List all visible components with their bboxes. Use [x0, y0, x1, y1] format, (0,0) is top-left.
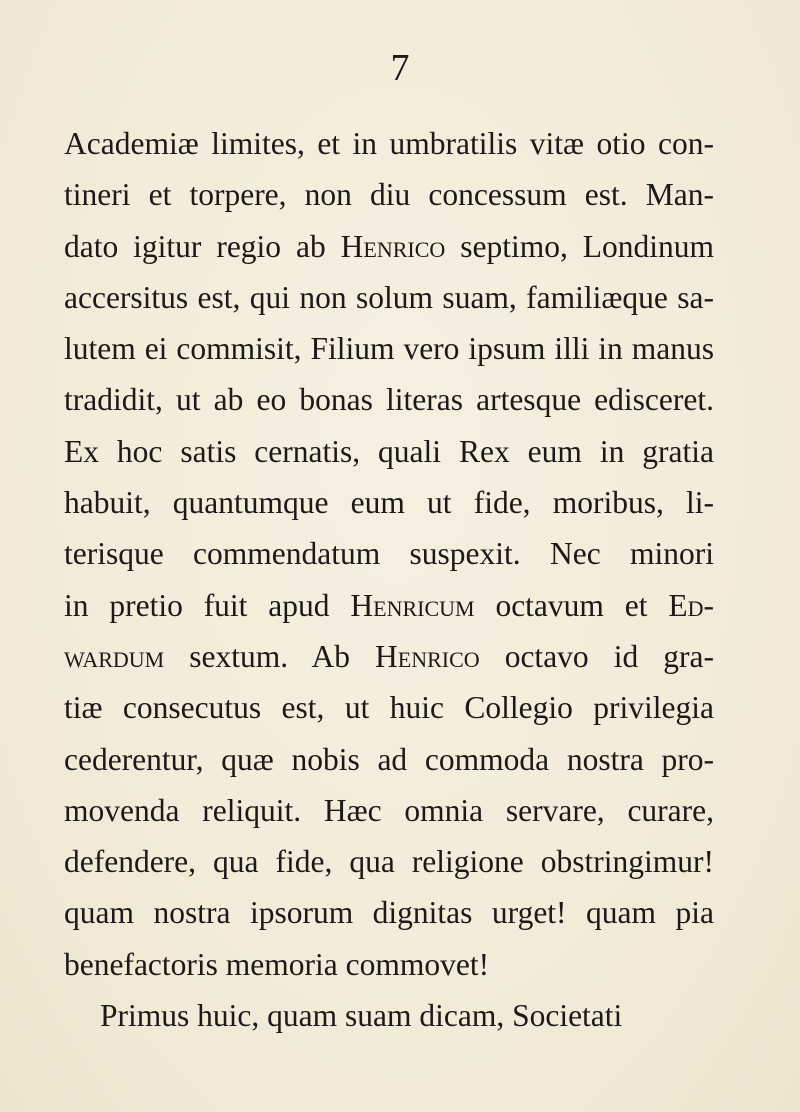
- text-line: in pretio fuit apud Henricum octavum et Ed-: [64, 587, 714, 623]
- text-line: tradidit, ut ab eo bonas literas artesque edisceret.: [64, 382, 714, 418]
- name-edwardum-start: Ed-: [668, 587, 714, 623]
- text-line: habuit, quantumque eum ut fide, moribus, li-: [64, 485, 714, 521]
- text-line: accersitus est, qui non solum suam, familiæque sa-: [64, 279, 714, 315]
- page-number: 7: [390, 47, 410, 89]
- text-line: quam nostra ipsorum dignitas urget! quam pia: [64, 895, 714, 931]
- text-line: Primus huic, quam suam dicam, Societati: [100, 998, 623, 1034]
- text-line: cederentur, quæ nobis ad commoda nostra pro-: [64, 741, 714, 777]
- text-line: terisque commendatum suspexit. Nec minori: [64, 536, 714, 572]
- text-line: Ex hoc satis cernatis, quali Rex eum in gratia: [64, 433, 714, 469]
- text-line: defendere, qua fide, qua religione obstringimur!: [64, 844, 714, 880]
- text-line: Academiæ limites, et in umbratilis vitæ otio con-: [64, 126, 714, 161]
- text-line: benefactoris memoria commovet!: [64, 946, 490, 982]
- name-henrico: Henrico: [375, 638, 480, 674]
- text-line: wardum sextum. Ab Henrico octavo id gra-: [64, 638, 714, 674]
- text-line: dato igitur regio ab Henrico septimo, Londinum: [64, 228, 714, 264]
- text-line: tineri et torpere, non diu concessum est. Man-: [64, 177, 714, 213]
- text-line: movenda reliquit. Hæc omnia servare, curare,: [64, 792, 714, 828]
- text-line: tiæ consecutus est, ut huic Collegio privilegia: [64, 690, 714, 726]
- body-text: [64, 118, 714, 1041]
- name-henricum: Henricum: [350, 587, 475, 623]
- name-henrico: Henrico: [340, 228, 446, 264]
- name-edwardum-end: wardum: [64, 638, 165, 674]
- text-line: lutem ei commisit, Filium vero ipsum illi in manus: [64, 331, 714, 367]
